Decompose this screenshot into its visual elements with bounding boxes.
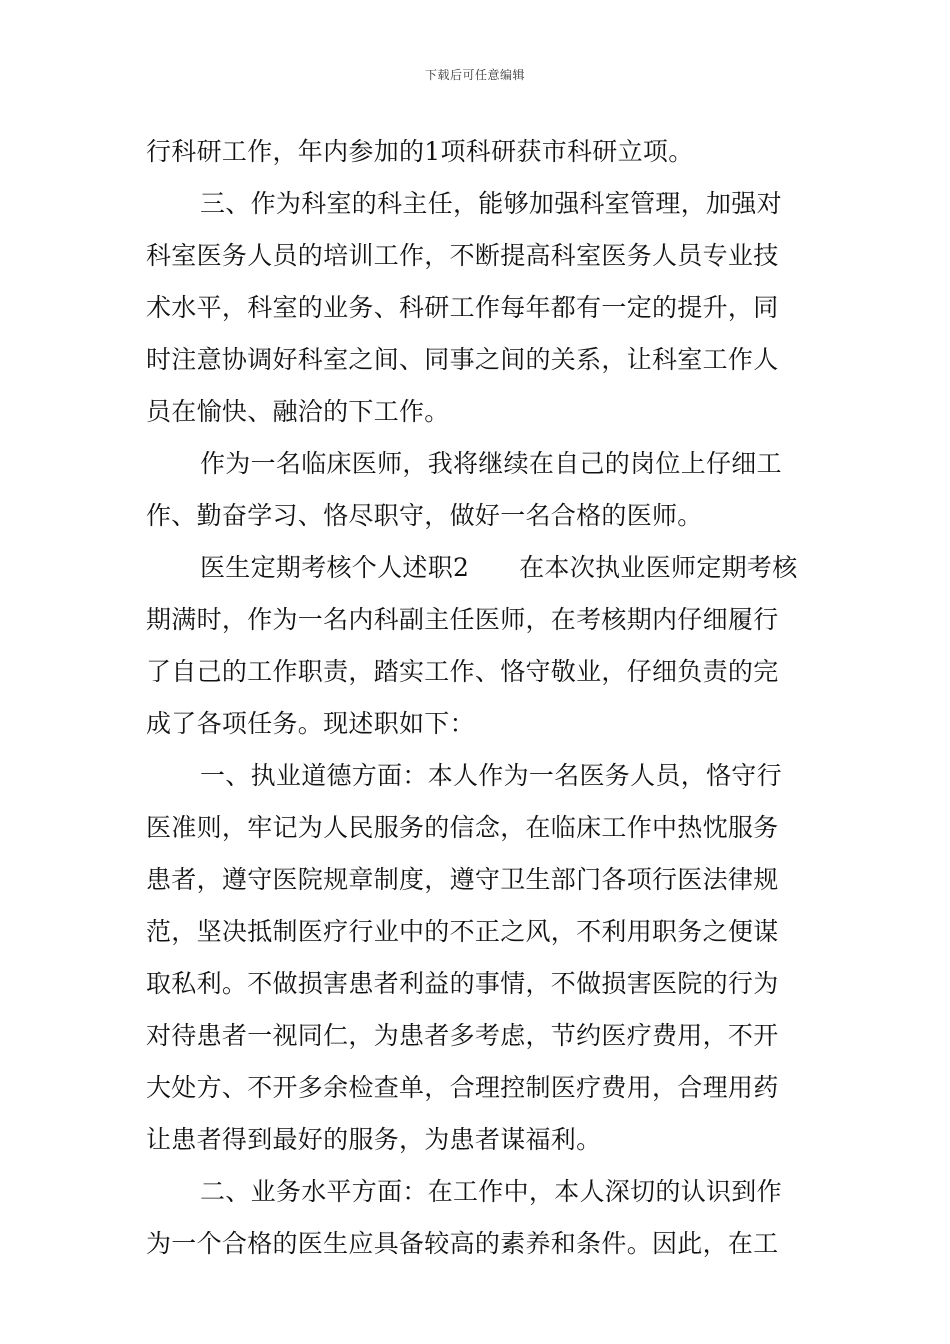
- text-line: 让患者得到最好的服务，为患者谋福利。: [146, 1125, 602, 1154]
- page-header: 下载后可任意编辑: [424, 68, 525, 82]
- text-line: 对待患者一视同仁，为患者多考虑，节约医疗费用，不开: [146, 1021, 779, 1050]
- text-line: 术水平，科室的业务、科研工作每年都有一定的提升，同: [146, 293, 779, 322]
- text-line: 作、勤奋学习、恪尽职守，做好一名合格的医师。: [146, 501, 703, 530]
- text-line: 了自己的工作职责，踏实工作、恪守敬业，仔细负责的完: [146, 657, 779, 686]
- text-line: 作为一名临床医师，我将继续在自己的岗位上仔细工: [200, 449, 782, 478]
- text-segment: 在本次执业医师定期考核: [519, 553, 798, 582]
- text-line: 大处方、不开多余检查单，合理控制医疗费用，合理用药: [146, 1073, 779, 1102]
- text-line: 医准则，牢记为人民服务的信念，在临床工作中热忱服务: [146, 813, 779, 842]
- text-line: 三、作为科室的科主任，能够加强科室管理，加强对: [200, 189, 782, 218]
- text-line: 期满时，作为一名内科副主任医师，在考核期内仔细履行: [146, 605, 779, 634]
- text-line: 科室医务人员的培训工作，不断提高科室医务人员专业技: [146, 241, 779, 270]
- section-title: 医生定期考核个人述职2: [200, 553, 470, 582]
- document-body: [146, 126, 810, 1270]
- text-line: 为一个合格的医生应具备较高的素养和条件。因此，在工: [146, 1229, 779, 1258]
- text-line: 一、执业道德方面：本人作为一名医务人员，恪守行: [200, 761, 782, 790]
- text-line: [146, 542, 810, 594]
- text-line: 取私利。不做损害患者利益的事情，不做损害医院的行为: [146, 969, 779, 998]
- text-line: 患者，遵守医院规章制度，遵守卫生部门各项行医法律规: [146, 865, 779, 894]
- text-line: 员在愉快、融洽的下工作。: [146, 397, 450, 426]
- text-line: 范，坚决抵制医疗行业中的不正之风，不利用职务之便谋: [146, 917, 779, 946]
- text-line: 行科研工作，年内参加的1项科研获市科研立项。: [146, 137, 694, 166]
- text-line: 时注意协调好科室之间、同事之间的关系，让科室工作人: [146, 345, 779, 374]
- text-line: 成了各项任务。现述职如下：: [146, 709, 475, 738]
- text-line: 二、业务水平方面：在工作中，本人深切的认识到作: [200, 1177, 782, 1206]
